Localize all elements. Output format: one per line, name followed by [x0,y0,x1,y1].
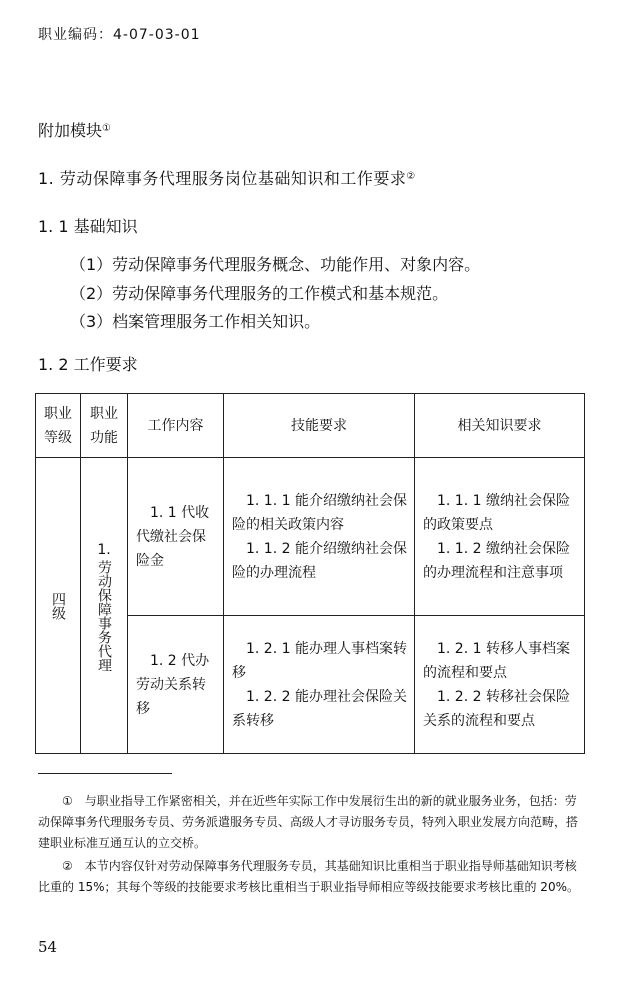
skill-cell [224,616,415,754]
footnote-divider [38,773,172,774]
skill-item: 1. 2. 2 能办理社会保险关系转移 [232,688,407,729]
section-1-title-text: 1. 劳动保障事务代理服务岗位基础知识和工作要求 [38,169,407,188]
footnote-2: ② 本节内容仅针对劳动保障事务代理服务专员，其基础知识比重相当于职业指导师基础知识考核比重的 15%；其每个等级的技能要求考核比重相当于职业指导师相应等级技能要求考核比重的 20%。 [38,859,579,894]
basic-knowledge-item: （2）劳动保障事务代理服务的工作模式和基本规范。 [70,284,449,303]
module-title [38,118,111,141]
skill-item: 1. 1. 1 能介绍缴纳社会保险的相关政策内容 [232,492,407,533]
work-requirements-table [35,393,585,754]
header-skill-requirements: 技能要求 [224,394,415,458]
footnote-mark-1: ① [102,123,111,134]
table-row [36,458,585,616]
table-header-row [36,394,585,458]
header-level: 职业等级 [36,394,81,458]
skill-item: 1. 2. 1 能办理人事档案转移 [232,640,407,681]
header-knowledge-requirements: 相关知识要求 [415,394,585,458]
section-1-2-title: 1. 2 工作要求 [38,355,138,374]
skill-item: 1. 1. 2 能介绍缴纳社会保险的办理流程 [232,540,407,581]
knowledge-cell [415,616,585,754]
header-function: 职业功能 [81,394,128,458]
section-1-title [38,166,416,189]
basic-knowledge-item: （3）档案管理服务工作相关知识。 [70,312,321,331]
knowledge-item: 1. 2. 1 转移人事档案的流程和要点 [423,640,570,681]
knowledge-item: 1. 2. 2 转移社会保险关系的流程和要点 [423,688,570,729]
knowledge-item: 1. 1. 1 缴纳社会保险的政策要点 [423,492,570,533]
header-work-content: 工作内容 [128,394,224,458]
section-1-1-title: 1. 1 基础知识 [38,217,138,236]
function-cell [81,458,128,754]
level-text: 四级 [50,591,66,620]
footnote-1: ① 与职业指导工作紧密相关，并在近些年实际工作中发展衍生出的新的就业服务业务，包括：劳动保障事务代理服务专员、劳务派遣服务专员、高级人才寻访服务专员，特列入职业发展方向范畴，搭建职业标准互通互认的立交桥。 [38,794,579,850]
knowledge-item: 1. 1. 2 缴纳社会保险的办理流程和注意事项 [423,540,570,581]
knowledge-cell [415,458,585,616]
page-number: 54 [38,938,58,956]
footnote-mark-2: ② [406,171,416,182]
occupation-code: 职业编码：4-07-03-01 [38,27,201,43]
function-number: 1. [97,541,111,558]
basic-knowledge-item: （1）劳动保障事务代理服务概念、功能作用、对象内容。 [70,255,481,274]
skill-cell [224,458,415,616]
function-name: 劳动保障事务代理 [96,559,112,672]
work-content-cell: 1. 1 代收代缴社会保险金 [128,458,224,616]
module-title-text: 附加模块 [38,121,103,140]
level-cell [36,458,81,754]
work-content-cell: 1. 2 代办劳动关系转移 [128,616,224,754]
